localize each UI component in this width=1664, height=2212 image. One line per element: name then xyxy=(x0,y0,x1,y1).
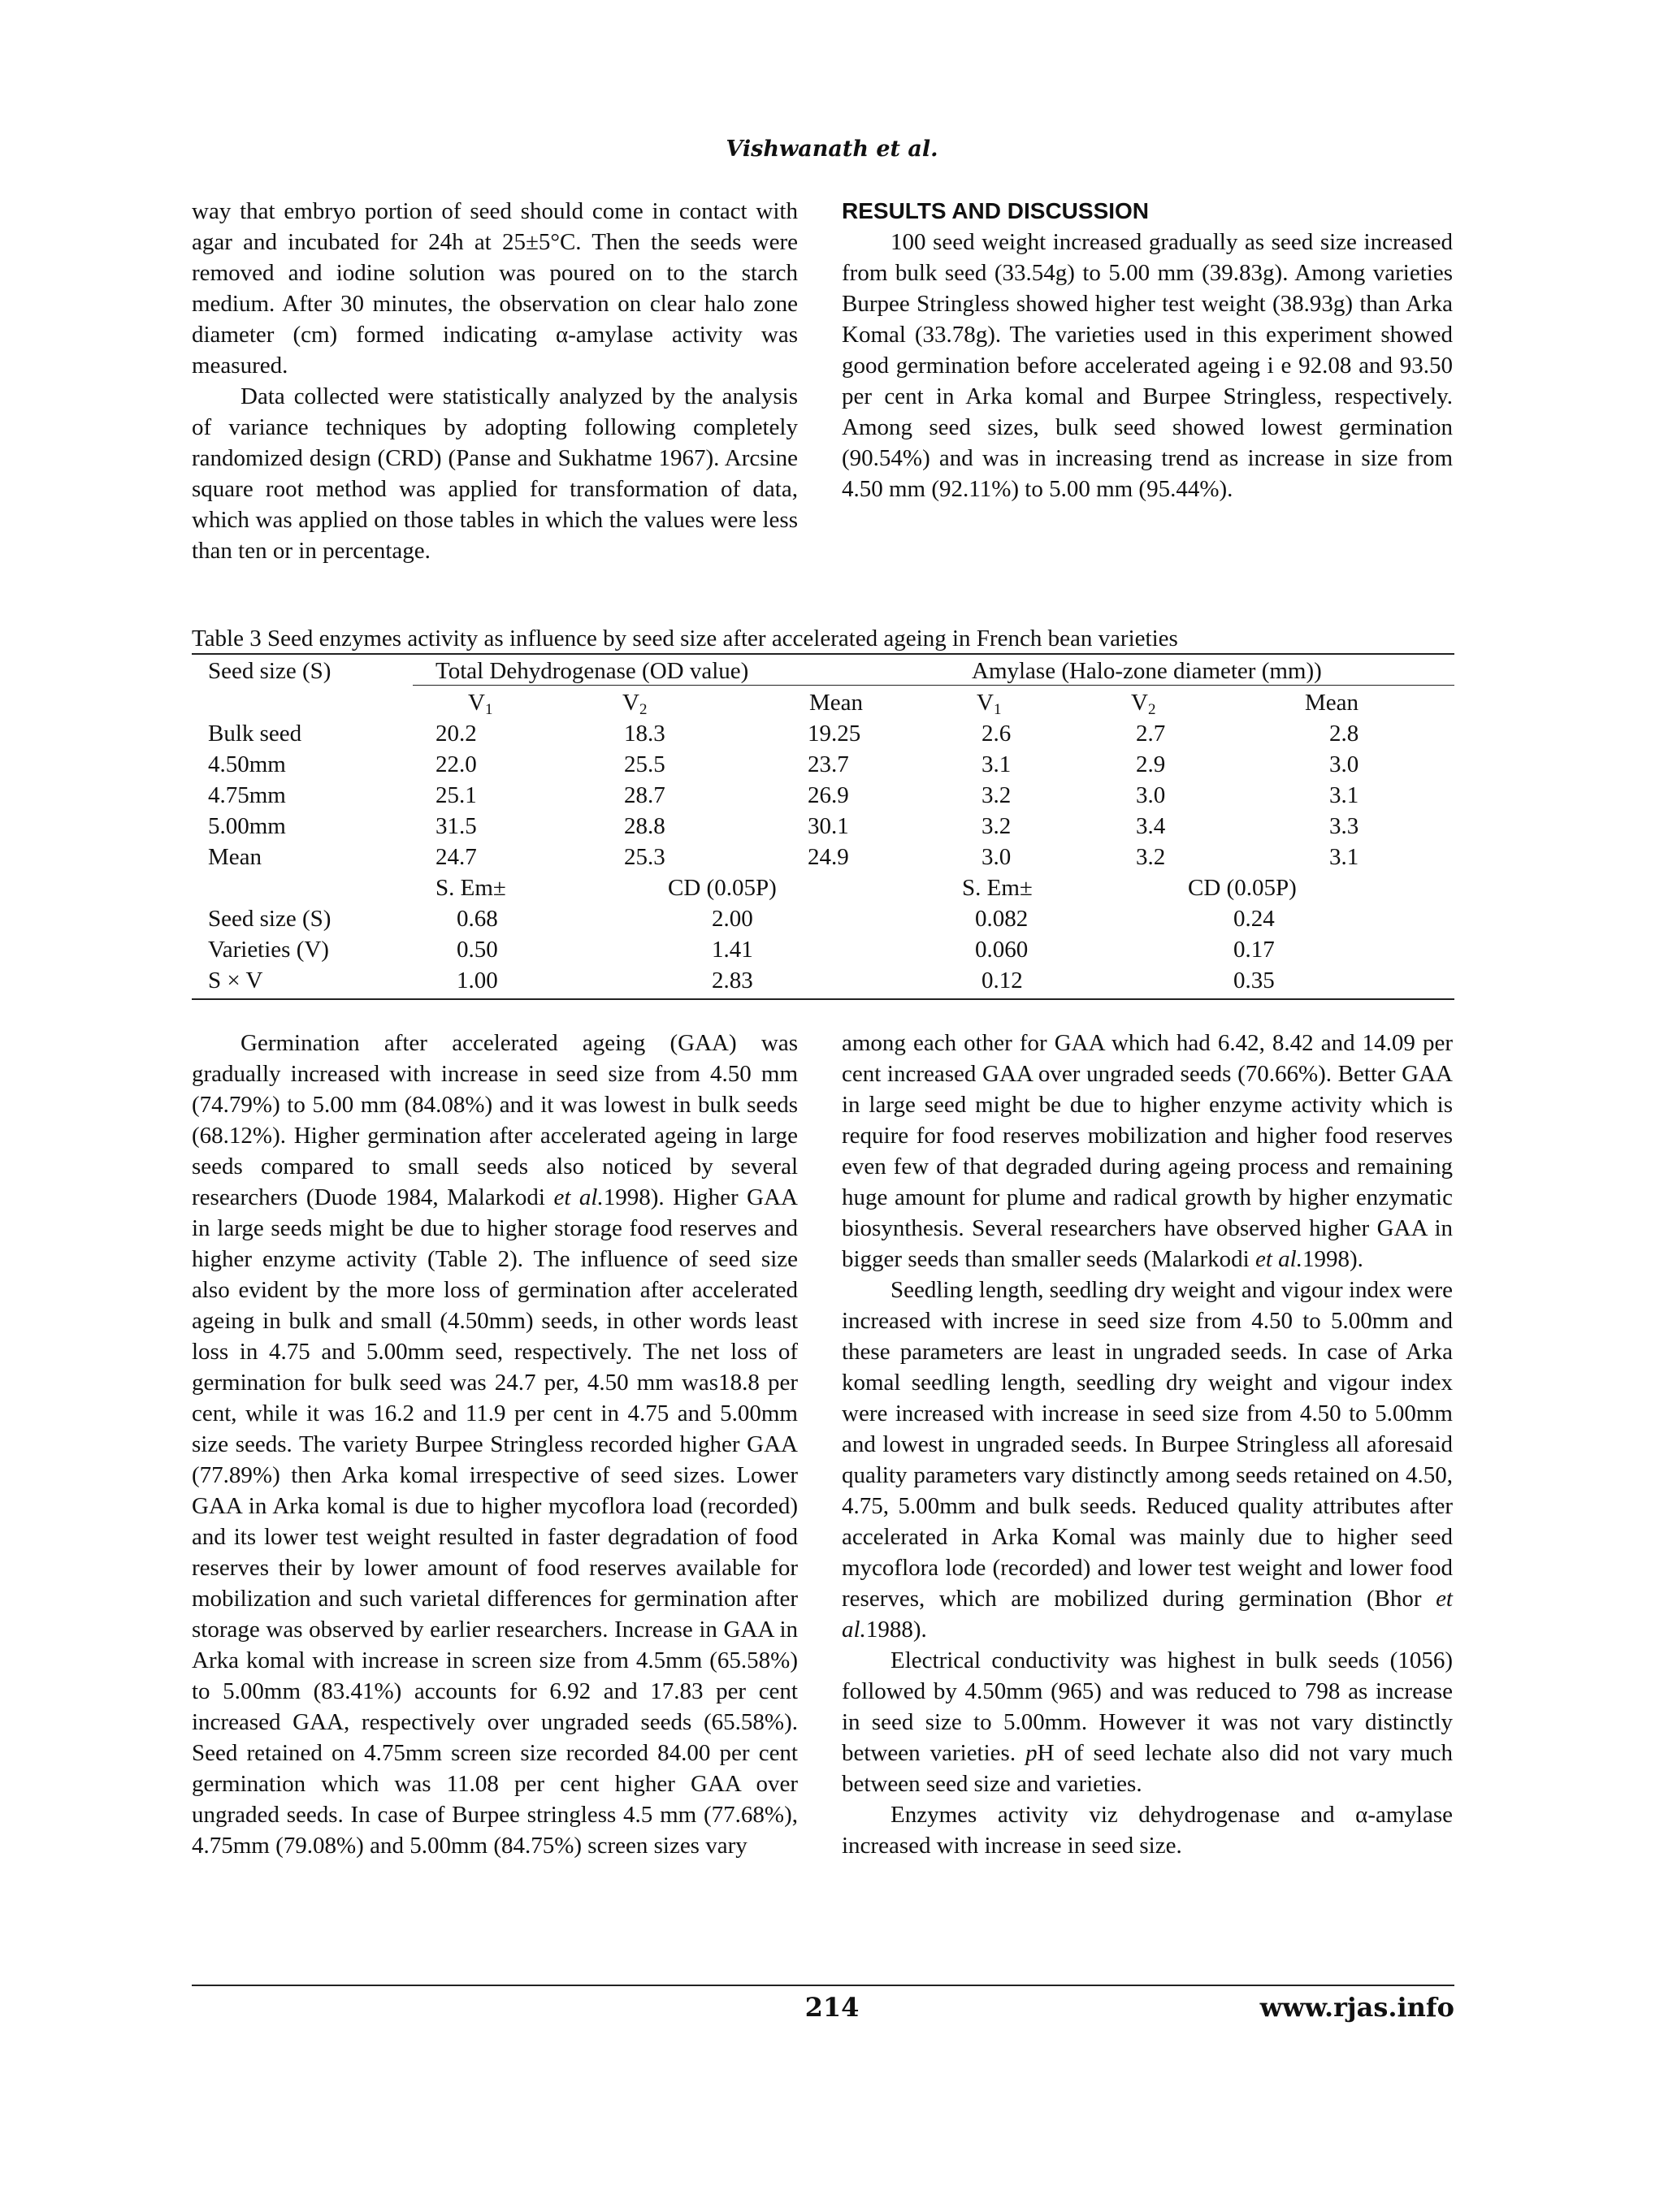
column-left-top xyxy=(192,196,798,566)
table-cell: 2.8 xyxy=(1329,721,1359,747)
column-left-bottom xyxy=(192,1028,798,1861)
table-header-v1: $V_1$ xyxy=(468,690,493,718)
paragraph: 100 seed weight increased gradually as seed size increased from bulk seed (33.54g) to 5.00 mm (39.83g). Among varieties Burpee Stringless showed higher test weight (38.93g) than Arka Komal (33.78g). The varieties used in this experiment showed good germination before accelerated ageing i e 92.08 and 93.50 per cent in Arka komal and Burpee Stringless, respectively. Among seed sizes, bulk seed showed lowest germination (90.54%) and was in increasing trend as increase in size from 4.50 mm (92.11%) to 5.00 mm (95.44%). xyxy=(842,229,1453,502)
running-header-etal: et al. xyxy=(876,136,938,162)
table-caption: Table 3 Seed enzymes activity as influence by seed size after accelerated ageing in French bean varieties xyxy=(192,626,1178,651)
table-cell: 3.4 xyxy=(1136,813,1166,839)
table-cell: 24.9 xyxy=(808,844,849,870)
table-cell: 26.9 xyxy=(808,782,849,808)
table-cell: 3.1 xyxy=(982,751,1012,777)
table-cell: 3.2 xyxy=(982,782,1012,808)
table-cell: 0.24 xyxy=(1233,906,1275,932)
table-cell: 3.3 xyxy=(1329,813,1359,839)
column-right-bottom xyxy=(842,1028,1453,1861)
table-header-mean: Mean xyxy=(1305,690,1359,716)
row-label: Seed size (S) xyxy=(208,906,332,932)
table-cell: 1.41 xyxy=(712,937,753,963)
paragraph: Data collected were statistically analyzed by the analysis of variance techniques by adopting following completely randomized design (CRD) (Panse and Sukhatme 1967). Arcsine square root method was applied for transformation of data, which was applied on those tables in which the values were less than ten or in percentage. xyxy=(192,383,798,564)
paragraph: way that embryo portion of seed should come in contact with agar and incubated for 24h at 25±5°C. Then the seeds were removed and iodine solution was poured on to the starch medium. After 30 minutes, the observation on clear halo zone diameter (cm) formed indicating α-amylase activity was measured. xyxy=(192,198,798,379)
table-header-mean: Mean xyxy=(809,690,864,716)
table-header-v2: $V_2$ xyxy=(622,690,648,718)
table-cell: 25.1 xyxy=(436,782,477,808)
table-cell: 0.35 xyxy=(1233,967,1275,993)
table-cell: 0.12 xyxy=(982,967,1023,993)
table-cell: 25.5 xyxy=(624,751,665,777)
table-cell: 19.25 xyxy=(808,721,861,747)
row-label: 4.75mm xyxy=(208,782,286,808)
row-label: S × V xyxy=(208,967,263,993)
paragraph: among each other for GAA which had 6.42, 8.42 and 14.09 per cent increased GAA over ungraded seeds (70.66%). Better GAA in large seed might be due to higher enzyme activity which is require for food reserves mobilization and higher food reserves even few of that degraded during ageing process and remaining huge amount for plume and radical growth by higher enzymatic biosynthesis. Several researchers have observed higher GAA in bigger seeds than smaller seeds (Malarkodi et al.1998). xyxy=(842,1030,1453,1272)
table-cell: 3.0 xyxy=(1329,751,1359,777)
row-label: Mean xyxy=(208,844,262,870)
table-cell: 28.7 xyxy=(624,782,665,808)
table-cell: 2.9 xyxy=(1136,751,1166,777)
table-cell: 1.00 xyxy=(457,967,498,993)
table-subheader-rule xyxy=(413,685,1454,686)
page-number: 214 xyxy=(804,1992,860,2023)
table-header-v2: $V_2$ xyxy=(1131,690,1156,718)
table-cell: 0.082 xyxy=(975,906,1029,932)
table-cell: 18.3 xyxy=(624,721,665,747)
table-cell: 0.50 xyxy=(457,937,498,963)
column-right-top xyxy=(842,196,1453,504)
stat-header: S. Em± xyxy=(962,875,1033,901)
table-cell: 2.6 xyxy=(982,721,1012,747)
table-cell: 23.7 xyxy=(808,751,849,777)
table-cell: 2.83 xyxy=(712,967,753,993)
table-cell: 0.060 xyxy=(975,937,1029,963)
table-rule-bottom xyxy=(192,998,1454,1000)
paragraph: Electrical conductivity was highest in bulk seeds (1056) followed by 4.50mm (965) and was reduced to 798 as increase in seed size to 5.00mm. However it was not vary distinctly between varieties. pH of seed lechate also did not vary much between seed size and varieties. xyxy=(842,1647,1454,1797)
table-rule-top xyxy=(192,653,1454,655)
running-header-name: Vishwanath xyxy=(726,136,869,162)
table-cell: 3.2 xyxy=(1136,844,1166,870)
table-cell: 3.1 xyxy=(1329,782,1359,808)
table-cell: 30.1 xyxy=(808,813,849,839)
footer-rule xyxy=(192,1985,1454,1986)
paragraph: Seedling length, seedling dry weight and vigour index were increased with increse in seed size from 4.50 to 5.00mm and these parameters are least in ungraded seeds. In case of Arka komal seedling length, seedling dry weight and vigour index were increased with increase in seed size from 4.50 to 5.00mm and lowest in ungraded seeds. In Burpee Stringless all aforesaid quality parameters vary distinctly among seeds retained on 4.50, 4.75, 5.00mm and bulk seeds. Reduced quality attributes after accelerated in Arka Komal was mainly due to higher seed mycoflora lode (recorded) and lower test weight and lower food reserves, which are mobilized during germination (Bhor et al.1988). xyxy=(842,1277,1453,1643)
section-heading: RESULTS AND DISCUSSION xyxy=(842,198,1150,223)
table-header-dehydrogenase: Total Dehydrogenase (OD value) xyxy=(436,658,749,684)
paragraph: Enzymes activity viz dehydrogenase and α-amylase increased with increase in seed size. xyxy=(842,1802,1453,1859)
table-cell: 2.00 xyxy=(712,906,753,932)
row-label: Bulk seed xyxy=(208,721,302,747)
journal-website: www.rjas.info xyxy=(1259,1992,1454,2023)
table-cell: 0.68 xyxy=(457,906,498,932)
stat-header: CD (0.05P) xyxy=(1188,875,1297,901)
table-cell: 24.7 xyxy=(436,844,477,870)
table-cell: 22.0 xyxy=(436,751,477,777)
table-cell: 28.8 xyxy=(624,813,665,839)
table-header-seed-size: Seed size (S) xyxy=(208,658,332,684)
row-label: 4.50mm xyxy=(208,751,286,777)
row-label: 5.00mm xyxy=(208,813,286,839)
table-header-amylase: Amylase (Halo-zone diameter (mm)) xyxy=(972,658,1322,684)
table-header-v1: $V_1$ xyxy=(977,690,1002,718)
table-cell: 3.2 xyxy=(982,813,1012,839)
table-cell: 3.1 xyxy=(1329,844,1359,870)
table-cell: 0.17 xyxy=(1233,937,1275,963)
table-cell: 2.7 xyxy=(1136,721,1166,747)
table-cell: 3.0 xyxy=(1136,782,1166,808)
table-cell: 20.2 xyxy=(436,721,477,747)
running-header xyxy=(0,136,1664,162)
paragraph: Germination after accelerated ageing (GAA) was gradually increased with increase in seed size from 4.50 mm (74.79%) to 5.00 mm (84.08%) and it was lowest in bulk seeds (68.12%). Higher germination after accelerated ageing in large seeds compared to small seeds also noticed by several researchers (Duode 1984, Malarkodi et al.1998). Higher GAA in large seeds might be due to higher storage food reserves and higher enzyme activity (Table 2). The influence of seed size also evident by the more loss of germination after accelerated ageing in bulk and small (4.50mm) seeds, in other words least loss in 4.75 and 5.00mm seed, respectively. The net loss of germination for bulk seed was 24.7 per, 4.50 mm was18.8 per cent, while it was 16.2 and 11.9 per cent in 4.75 and 5.00mm size seeds. The variety Burpee Stringless recorded higher GAA (77.89%) then Arka komal irrespective of seed sizes. Lower GAA in Arka komal is due to higher mycoflora load (recorded) and its lower test weight resulted in faster degradation of food reserves their by lower amount of food reserves available for mobilization and such varietal differences for germination after storage was observed by earlier researchers. Increase in GAA in Arka komal with increase in screen size from 4.5mm (65.58%) to 5.00mm (83.41%) accounts for 6.92 and 17.83 per cent increased GAA, respectively over ungraded seeds (65.58%). Seed retained on 4.75mm screen size recorded 84.00 per cent germination which was 11.08 per cent higher GAA over ungraded seeds. In case of Burpee stringless 4.5 mm (77.68%), 4.75mm (79.08%) and 5.00mm (84.75%) screen sizes vary xyxy=(192,1030,798,1859)
table-cell: 25.3 xyxy=(624,844,665,870)
table-cell: 3.0 xyxy=(982,844,1012,870)
table-cell: 31.5 xyxy=(436,813,477,839)
stat-header: CD (0.05P) xyxy=(668,875,777,901)
row-label: Varieties (V) xyxy=(208,937,329,963)
stat-header: S. Em± xyxy=(436,875,506,901)
